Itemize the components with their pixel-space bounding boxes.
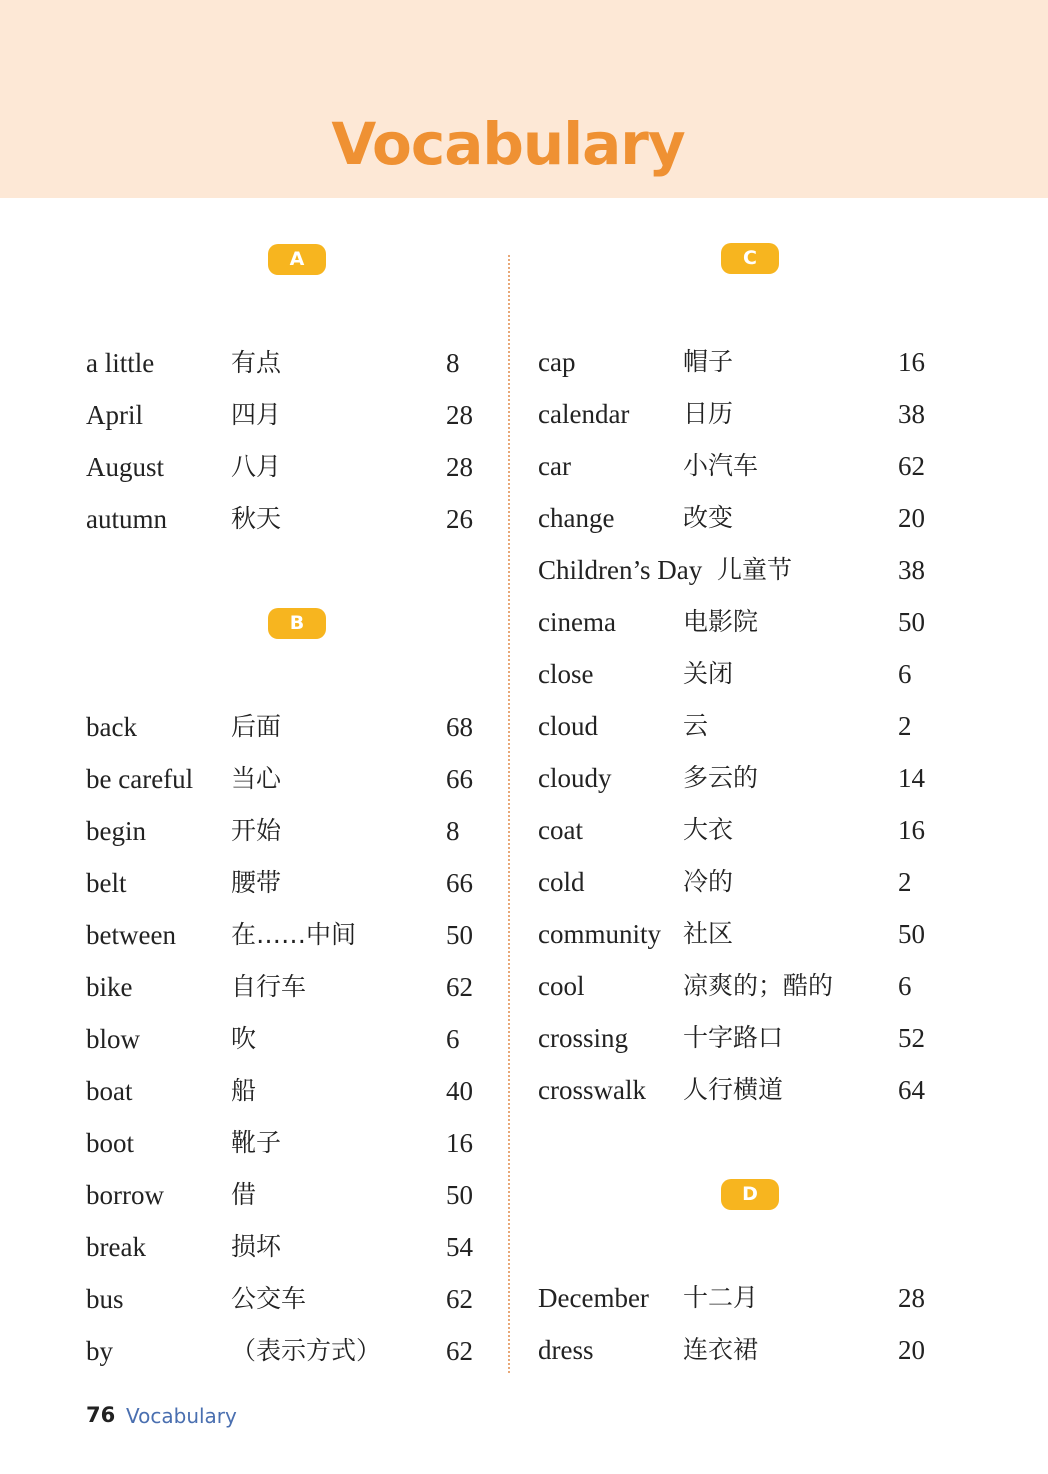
entry-meaning: 关闭 bbox=[683, 659, 734, 688]
entry-word: August bbox=[86, 452, 165, 482]
section-badge-c: C bbox=[721, 243, 779, 274]
entry-word: a little bbox=[86, 348, 155, 378]
entry-word: cloud bbox=[538, 711, 598, 741]
entry-meaning: 连衣裙 bbox=[683, 1335, 759, 1364]
entry-meaning: 十二月 bbox=[683, 1283, 759, 1312]
entry-page: 62 bbox=[898, 451, 925, 481]
entry-page: 50 bbox=[446, 1180, 473, 1210]
entry-page: 50 bbox=[898, 919, 925, 949]
footer-page-number: 76 bbox=[86, 1403, 116, 1427]
entry-page: 64 bbox=[898, 1075, 925, 1105]
entry-page: 66 bbox=[446, 868, 473, 898]
section-badge-d: D bbox=[721, 1179, 779, 1210]
entry-word: by bbox=[86, 1336, 113, 1366]
entry-word: back bbox=[86, 712, 137, 742]
entry-word: boat bbox=[86, 1076, 133, 1106]
entry-page: 52 bbox=[898, 1023, 925, 1053]
entry-page: 40 bbox=[446, 1076, 473, 1106]
entry-word: Children’s Day bbox=[538, 555, 703, 585]
entry-word: bike bbox=[86, 972, 133, 1002]
section-badge-a: A bbox=[268, 244, 326, 275]
entry-meaning: 帽子 bbox=[683, 347, 734, 376]
entry-page: 50 bbox=[446, 920, 473, 950]
entry-meaning: 自行车 bbox=[231, 972, 307, 1001]
entry-word: cinema bbox=[538, 607, 616, 637]
entry-word: between bbox=[86, 920, 176, 950]
entry-page: 6 bbox=[898, 971, 912, 1001]
entry-meaning: （表示方式） bbox=[231, 1336, 382, 1365]
entry-word: close bbox=[538, 659, 594, 689]
entry-meaning: 靴子 bbox=[231, 1128, 282, 1157]
entry-page: 16 bbox=[898, 347, 925, 377]
entry-meaning: 损坏 bbox=[231, 1232, 282, 1261]
entry-page: 6 bbox=[446, 1024, 460, 1054]
footer-label: Vocabulary bbox=[126, 1404, 237, 1428]
entry-page: 20 bbox=[898, 503, 925, 533]
entry-meaning: 四月 bbox=[231, 400, 282, 429]
entry-word: blow bbox=[86, 1024, 140, 1054]
entry-word: cool bbox=[538, 971, 585, 1001]
entry-meaning: 十字路口 bbox=[683, 1023, 784, 1052]
entry-word: coat bbox=[538, 815, 583, 845]
entry-meaning: 在……中间 bbox=[231, 920, 357, 949]
entry-page: 62 bbox=[446, 1284, 473, 1314]
entry-meaning: 日历 bbox=[683, 399, 734, 428]
entry-word: begin bbox=[86, 816, 146, 846]
entry-page: 28 bbox=[898, 1283, 925, 1313]
entry-meaning: 云 bbox=[683, 711, 709, 740]
entry-page: 62 bbox=[446, 1336, 473, 1366]
column-divider bbox=[508, 255, 510, 1373]
entry-page: 20 bbox=[898, 1335, 925, 1365]
entry-meaning: 多云的 bbox=[683, 763, 759, 792]
entry-word: April bbox=[86, 400, 143, 430]
entry-word: dress bbox=[538, 1335, 594, 1365]
entry-word: borrow bbox=[86, 1180, 164, 1210]
entry-word: cap bbox=[538, 347, 576, 377]
entry-meaning: 电影院 bbox=[683, 607, 759, 636]
entry-meaning: 改变 bbox=[683, 503, 734, 532]
entry-page: 8 bbox=[446, 348, 460, 378]
entry-meaning: 后面 bbox=[231, 712, 282, 741]
entry-page: 26 bbox=[446, 504, 473, 534]
entry-meaning: 公交车 bbox=[231, 1284, 307, 1313]
entry-page: 14 bbox=[898, 763, 925, 793]
entry-meaning: 开始 bbox=[231, 816, 282, 845]
entry-word: break bbox=[86, 1232, 146, 1262]
entry-meaning: 秋天 bbox=[231, 504, 282, 533]
entry-word: autumn bbox=[86, 504, 167, 534]
entry-page: 50 bbox=[898, 607, 925, 637]
entry-word: crossing bbox=[538, 1023, 628, 1053]
entry-page: 28 bbox=[446, 400, 473, 430]
entry-page: 68 bbox=[446, 712, 473, 742]
entry-page: 8 bbox=[446, 816, 460, 846]
entry-page: 66 bbox=[446, 764, 473, 794]
entry-word: community bbox=[538, 919, 661, 949]
entry-page: 28 bbox=[446, 452, 473, 482]
entry-word: bus bbox=[86, 1284, 124, 1314]
entry-meaning: 吹 bbox=[231, 1024, 257, 1053]
entry-page: 6 bbox=[898, 659, 912, 689]
entry-word: change bbox=[538, 503, 615, 533]
entry-page: 54 bbox=[446, 1232, 473, 1262]
entry-meaning: 船 bbox=[231, 1076, 257, 1105]
entry-meaning: 小汽车 bbox=[683, 451, 759, 480]
entry-page: 62 bbox=[446, 972, 473, 1002]
entry-word: boot bbox=[86, 1128, 135, 1158]
entry-page: 2 bbox=[898, 867, 912, 897]
entry-word: be careful bbox=[86, 764, 194, 794]
entry-word: belt bbox=[86, 868, 127, 898]
entry-page: 16 bbox=[446, 1128, 473, 1158]
entry-page: 38 bbox=[898, 555, 925, 585]
entry-meaning: 冷的 bbox=[683, 867, 734, 896]
entry-meaning: 借 bbox=[231, 1180, 257, 1209]
entry-word: cloudy bbox=[538, 763, 612, 793]
entry-word: crosswalk bbox=[538, 1075, 646, 1105]
page-title: Vocabulary bbox=[331, 110, 685, 178]
entry-meaning: 凉爽的；酷的 bbox=[683, 971, 834, 1000]
entry-meaning: 大衣 bbox=[683, 815, 734, 844]
entry-meaning: 儿童节 bbox=[717, 555, 793, 584]
entry-word: car bbox=[538, 451, 571, 481]
entry-meaning: 有点 bbox=[231, 348, 282, 377]
entry-meaning: 当心 bbox=[231, 764, 282, 793]
entry-word: calendar bbox=[538, 399, 630, 429]
entry-page: 16 bbox=[898, 815, 925, 845]
entry-meaning: 腰带 bbox=[231, 868, 282, 897]
entry-meaning: 人行横道 bbox=[683, 1075, 784, 1104]
entry-meaning: 社区 bbox=[683, 919, 734, 948]
entry-meaning: 八月 bbox=[231, 452, 282, 481]
section-badge-b: B bbox=[268, 608, 326, 639]
entry-page: 2 bbox=[898, 711, 912, 741]
entry-word: December bbox=[538, 1283, 649, 1313]
entry-word: cold bbox=[538, 867, 585, 897]
entry-page: 38 bbox=[898, 399, 925, 429]
